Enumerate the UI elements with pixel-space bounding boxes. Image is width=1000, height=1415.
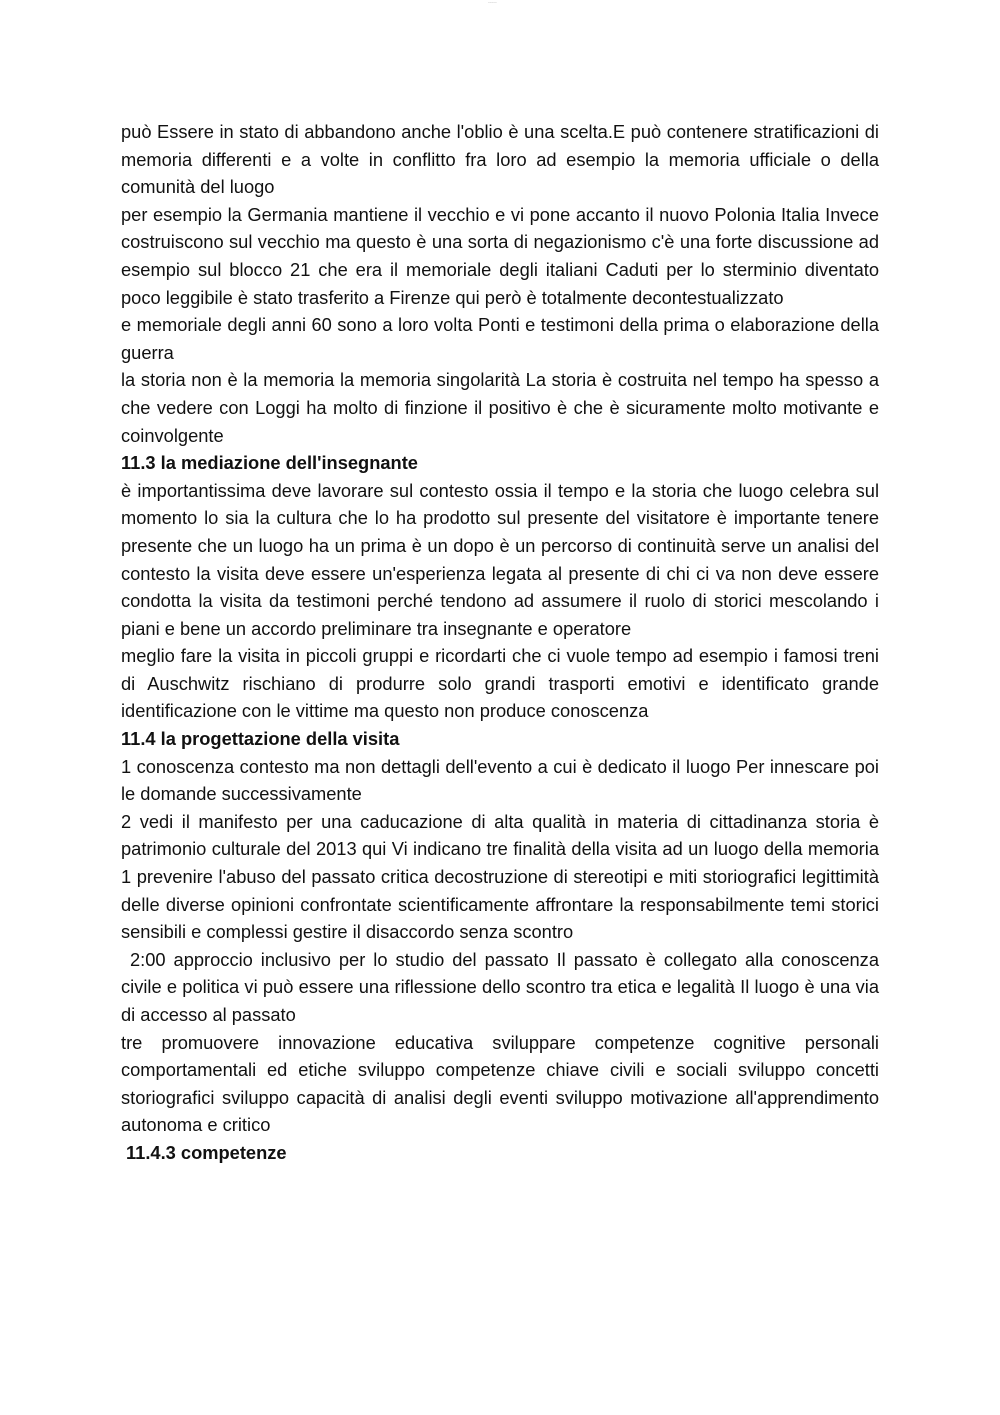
paragraph-innovazione: tre promuovere innovazione educativa sviluppare competenze cognitive personali comportamentali ed etiche sviluppo competenze chiave civili e sociali sviluppo concetti storiografici sviluppo capacità di analisi degli eventi sviluppo motivazione all'apprendimento autonoma e critico	[121, 1031, 879, 1136]
section-heading-mediazione: 11.3 la mediazione dell'insegnante	[121, 452, 418, 474]
paragraph-mediazione: è importantissima deve lavorare sul contesto ossia il tempo e la storia che luogo celebra sul momento lo sia la cultura che lo ha prodotto sul presente del visitatore è importante tenere presente che un luogo ha un prima è un dopo è un percorso di continuità serve un analisi del contesto la visita deve essere un'esperienza legata al presente di chi ci va non deve essere condotta la visita da testimoni perché tendono ad assumere il ruolo di storici mescolando i piani e bene un accordo preliminare tra insegnante e operatore	[121, 479, 879, 639]
document-body	[121, 118, 879, 1167]
paragraph-piccoli-gruppi: meglio fare la visita in piccoli gruppi e ricordarti che ci vuole tempo ad esempio i famosi treni di Auschwitz rischiano di produrre solo grandi trasporti emotivi e identificato grande identificazione con le vittime ma questo non produce conoscenza	[121, 645, 879, 722]
paragraph-storia-memoria: la storia non è la memoria la memoria singolarità La storia è costruita nel tempo ha spesso a che vedere con Loggi ha molto di finzione il positivo è che è sicuramente molto motivante e coinvolgente	[121, 369, 879, 446]
paragraph-oblio: può Essere in stato di abbandono anche l'oblio è una scelta.E può contenere stratificazioni di memoria differenti e a volte in conflitto fra loro ad esempio la memoria ufficiale o della comunità del luogo	[121, 121, 879, 198]
page-header-mark: ~~~~~	[488, 0, 497, 4]
section-heading-competenze: 11.4.3 competenze	[126, 1141, 287, 1163]
paragraph-conoscenza-contesto: 1 conoscenza contesto ma non dettagli dell'evento a cui è dedicato il luogo Per innescare poi le domande successivamente	[121, 755, 879, 805]
section-heading-progettazione: 11.4 la progettazione della visita	[121, 728, 400, 750]
paragraph-memoriale: e memoriale degli anni 60 sono a loro volta Ponti e testimoni della prima o elaborazione della guerra	[121, 314, 879, 363]
paragraph-manifesto: 2 vedi il manifesto per una caducazione di alta qualità in materia di cittadinanza storia è patrimonio culturale del 2013 qui Vi indicano tre finalità della visita ad un luogo della memoria 1 prevenire l'abuso del passato critica decostruzione di stereotipi e miti storiografici legittimità delle diverse opinioni confrontate scientificamente affrontare la responsabilmente temi storici sensibili e complessi gestire il disaccordo senza scontro	[121, 810, 879, 943]
paragraph-germania: per esempio la Germania mantiene il vecchio e vi pone accanto il nuovo Polonia Italia Invece costruiscono sul vecchio ma questo è una sorta di negazionismo c'è una forte discussione ad esempio sul blocco 21 che era il memoriale degli italiani Caduti per lo sterminio diventato poco leggibile è stato trasferito a Firenze qui però è totalmente decontestualizzato	[121, 203, 879, 308]
paragraph-approccio-inclusivo: 2:00 approccio inclusivo per lo studio del passato Il passato è collegato alla conoscenza civile e politica vi può essere una riflessione dello scontro tra etica e legalità Il luogo è una via di accesso al passato	[121, 948, 879, 1025]
